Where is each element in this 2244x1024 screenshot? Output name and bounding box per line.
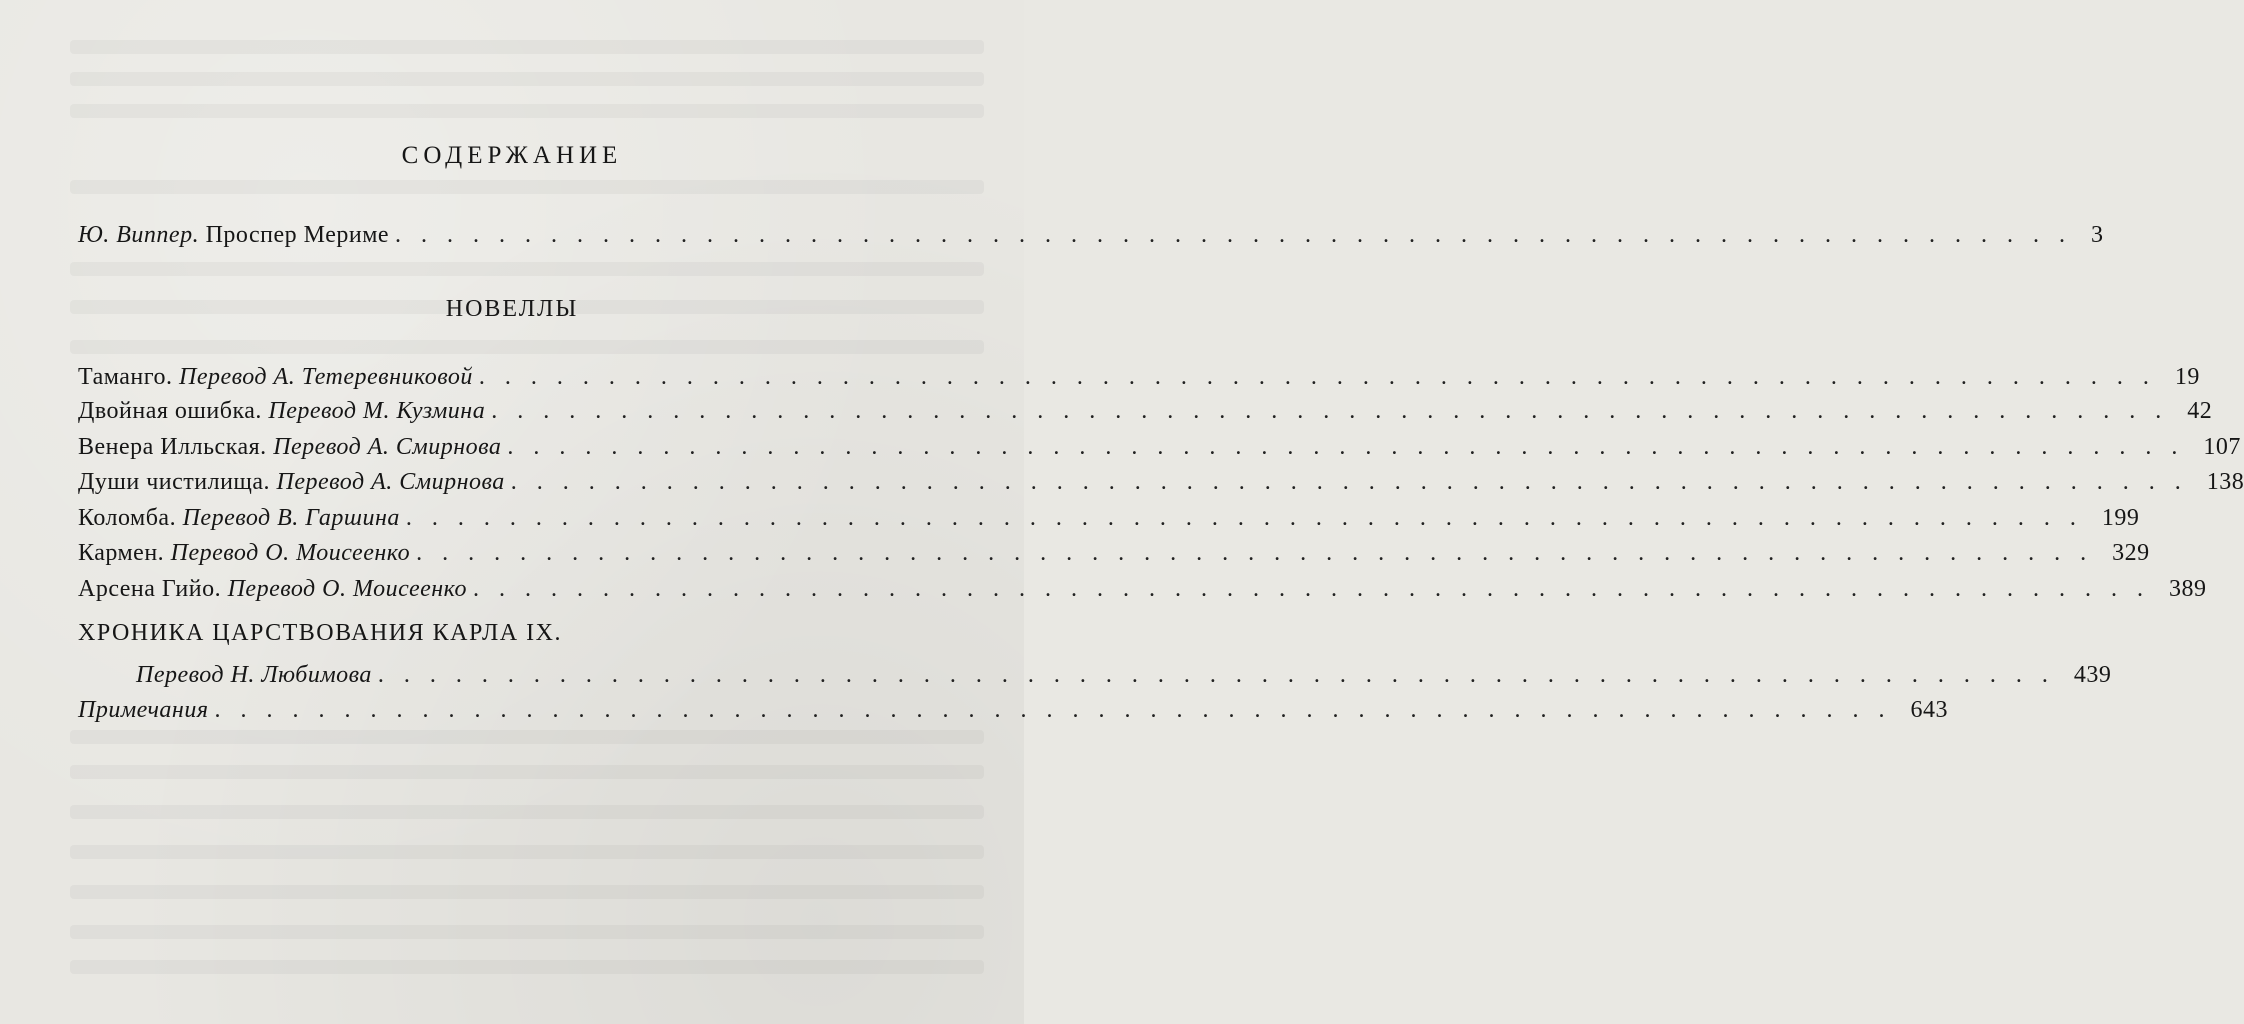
toc-entry-text [78, 540, 410, 567]
dot-leader: ................................................................. [405, 505, 2096, 531]
toc-entry-text [78, 469, 505, 496]
toc-entry-novel [78, 434, 2241, 468]
contents-title: СОДЕРЖАНИЕ [401, 142, 623, 169]
bleed-through-line [70, 40, 984, 54]
toc-entry-text [78, 505, 400, 532]
novel-translator: Перевод О. Моисеенко [227, 576, 467, 602]
dot-leader: ................................................................. [507, 434, 2198, 460]
page-number: 3 [2091, 222, 2104, 248]
toc-entry-chronicle [136, 662, 2112, 696]
toc-entry-text [78, 434, 501, 461]
toc-entry-novel [78, 540, 2150, 574]
dot-leader: ................................................................. [478, 364, 2169, 390]
page-number: 643 [1910, 697, 1948, 723]
bleed-through-line [70, 960, 984, 974]
bleed-through-line [70, 925, 984, 939]
toc-entry-novel [78, 398, 2213, 432]
novel-title: Двойная ошибка. [78, 398, 262, 424]
novel-translator: Перевод А. Тетеревниковой [178, 364, 473, 390]
dot-leader: ................................................................. [416, 540, 2107, 566]
novels-heading: НОВЕЛЛЫ [445, 296, 579, 322]
novel-title: Коломба. [78, 505, 177, 531]
dot-leader: ................................................................. [214, 697, 1905, 723]
bleed-through-line [70, 104, 984, 118]
dot-leader: ................................................................. [491, 398, 2182, 424]
bleed-through-line [70, 730, 984, 744]
chronicle-title: ХРОНИКА ЦАРСТВОВАНИЯ КАРЛА IX. [78, 620, 562, 646]
toc-entry-notes [78, 697, 1948, 731]
bleed-through-line [70, 845, 984, 859]
toc-entry-text [78, 576, 467, 603]
page-number: 19 [2174, 364, 2200, 390]
bleed-through-line [70, 72, 984, 86]
chronicle-translator: Перевод Н. Любимова [136, 662, 372, 688]
bleed-through-line [70, 262, 984, 276]
toc-entry-novel [78, 576, 2207, 610]
toc-entry-novel [78, 469, 2244, 503]
dot-leader: ................................................................. [377, 662, 2068, 688]
toc-entry-intro [78, 222, 2104, 256]
page-number: 439 [2073, 662, 2112, 688]
novel-translator: Перевод О. Моисеенко [170, 540, 411, 566]
toc-entry-text [78, 364, 473, 391]
bleed-through-line [70, 180, 984, 194]
intro-author: Ю. Виппер. [78, 222, 200, 248]
page-number: 199 [2101, 505, 2140, 531]
page-number: 389 [2168, 576, 2207, 602]
novel-title: Таманго. [78, 364, 173, 390]
notes-title: Примечания [78, 697, 209, 723]
toc-entry-novel [78, 505, 2140, 539]
novel-title: Души чистилища. [78, 469, 271, 495]
toc-entry-text [78, 222, 389, 249]
intro-title: Проспер Мериме [205, 222, 390, 248]
bleed-through-line [70, 805, 984, 819]
bleed-through-line [70, 340, 984, 354]
toc-entry-novel [78, 364, 2200, 398]
page-number: 138 [2206, 469, 2244, 495]
dot-leader: ................................................................. [472, 576, 2163, 602]
novel-translator: Перевод А. Смирнова [276, 469, 505, 495]
novel-title: Кармен. [78, 540, 165, 566]
bleed-through-line [70, 885, 984, 899]
page-number: 107 [2203, 434, 2241, 460]
novel-title: Венера Илльская. [78, 434, 267, 460]
novel-translator: Перевод М. Кузмина [268, 398, 486, 424]
dot-leader: ................................................................. [510, 469, 2201, 495]
novel-title: Арсена Гийо. [78, 576, 222, 602]
bleed-through-line [70, 765, 984, 779]
novel-translator: Перевод А. Смирнова [273, 434, 502, 460]
toc-entry-text [78, 398, 485, 425]
novel-translator: Перевод В. Гаршина [182, 505, 400, 531]
dot-leader: ................................................................. [395, 222, 2086, 248]
page-number: 329 [2112, 540, 2150, 566]
page-number: 42 [2187, 398, 2213, 424]
